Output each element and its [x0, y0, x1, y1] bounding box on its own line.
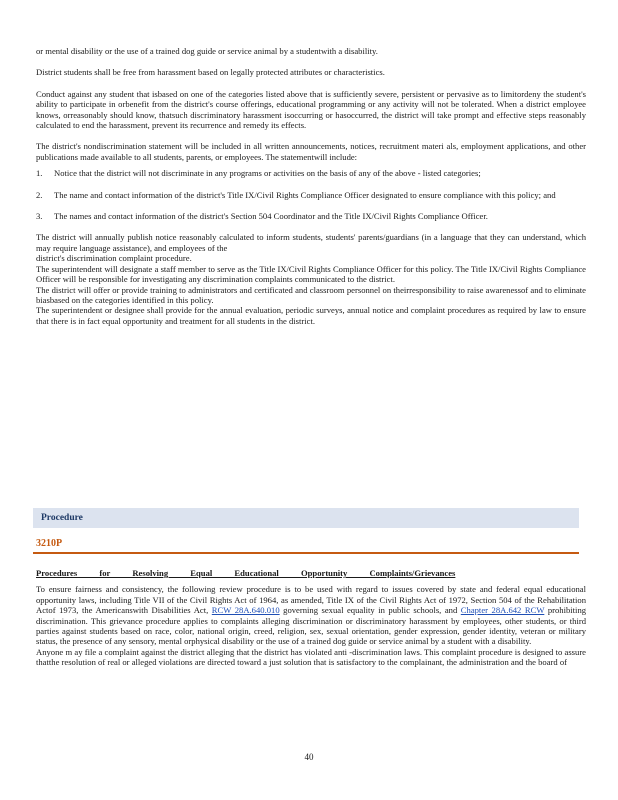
paragraph-conduct: Conduct against any student that isbased on one of the categories listed above that is sufficiently severe, persistent or pervasive as to limitordeny the student's ability to participate in orbenefit from the district's course offerings, educational programming or any activity will not be tolerated. When a district employee knows, orreasonably should know, thatsuch discriminatory harassment isoccurring or hasoccurred, the district will take prompt and effective steps reasonably calculated to end the harassment, prevent its recurrence and remedy its effects.	[36, 88, 586, 131]
procedure-section-bar	[33, 508, 579, 528]
list-item	[36, 211, 586, 221]
list-item	[36, 190, 586, 200]
list-item	[36, 168, 586, 178]
paragraph-disability: or mental disability or the use of a trained dog guide or service animal by a studentwith a disability.	[36, 46, 378, 56]
list-text: The name and contact information of the district's Title IX/Civil Rights Compliance Officer designated to ensure compliance with this policy; and	[54, 189, 556, 200]
paragraph-training: The district will offer or provide training to administrators and certificated and classroom personnel on theirresponsibility to raise awarenessof and to eliminate biasbased on the categories identified in this policy.	[36, 284, 586, 305]
paragraph-evaluation: The superintendent or designee shall provide for the annual evaluation, periodic surveys, annual notice and complaint procedures as required by law to ensure that there is in fact equal opportunity and treatment for all students in the district.	[36, 305, 586, 326]
procedure-body	[36, 568, 586, 668]
statement-list	[36, 168, 586, 221]
list-text: Notice that the district will not discriminate in any programs or activities on the basis of any of the above - listed categories;	[54, 168, 481, 179]
intro-text-c: prohibiting discrimination. This grievance procedure applies to complaints alleging discrimination or discriminatory harassment by employees, other students, or third parties against students based on race, color, national origin, creed, religion, sex, sexual orientation, gender expression, gender identity, veteran or military status, the presence of any sensory, mental orphysical disability or the use of a trained dog guide or service animal by a student with a disability.	[36, 605, 587, 647]
chapter-28a-642-link[interactable]: Chapter 28A.642 RCW	[460, 605, 545, 616]
intro-text-b: governing sexual equality in public schools, and	[283, 605, 458, 616]
intro-text-a: To ensure fairness and consistency, the following review procedure is to be used with regard to issues covered by state and federal equal educational opportunity laws, including Title VII of the Civil Rights Act of 1964, as amended, Title IX of the Civil Rights Act of 1972, Section 504 of the Rehabilitation Actof 1973, the Americanswith Disabilities Act,	[36, 584, 586, 616]
list-number: 3.	[36, 211, 43, 222]
paragraph-complaint-procedure: district's discrimination complaint procedure.	[36, 253, 192, 264]
paragraph-compliance-officer: The superintendent will designate a staff member to serve as the Title IX/Civil Rights Compliance Officer for this policy. The Title IX/Civil Rights Compliance Officer will be responsible for investigating any discrimination complaints communicated to the district.	[36, 263, 586, 285]
paragraph-harassment-free: District students shall be free from harassment based on legally protected attributes or characteristics.	[36, 67, 385, 78]
procedure-heading: Procedures for Resolving Equal Educational Opportunity Complaints/Grievances	[36, 568, 456, 578]
policy-body	[36, 46, 586, 326]
rcw-28a-640-link[interactable]: RCW 28A.640.010	[211, 605, 280, 616]
list-number: 1.	[36, 168, 43, 179]
procedure-code: 3210P	[36, 538, 63, 549]
procedure-label: Procedure	[41, 513, 83, 523]
section-divider	[33, 552, 579, 554]
paragraph-statement: The district's nondiscrimination statement will be included in all written announcements, notices, recruitment materi als, employment applications, and other publications made available to all students, parents, or employees. The statementwill include:	[36, 141, 586, 162]
procedure-paragraph-anyone: Anyone m ay file a complaint against the district alleging that the district has violated anti -discrimination laws. This complaint procedure is designed to assure thatthe resolution of real or alleged violations are directed toward a just solution that is satisfactory to the complainant, the administration and the board of	[36, 646, 586, 668]
procedure-intro	[36, 584, 586, 646]
list-text: The names and contact information of the district's Section 504 Coordinator and the Title IX/Civil Rights Compliance Officer.	[54, 211, 488, 222]
paragraph-annual-notice: The district will annually publish notice reasonably calculated to inform students, students' parents/guardians (in a language that they can understand, which may require language assistance), and employees of the	[36, 232, 586, 253]
list-number: 2.	[36, 189, 43, 200]
page-number: 40	[304, 752, 314, 762]
